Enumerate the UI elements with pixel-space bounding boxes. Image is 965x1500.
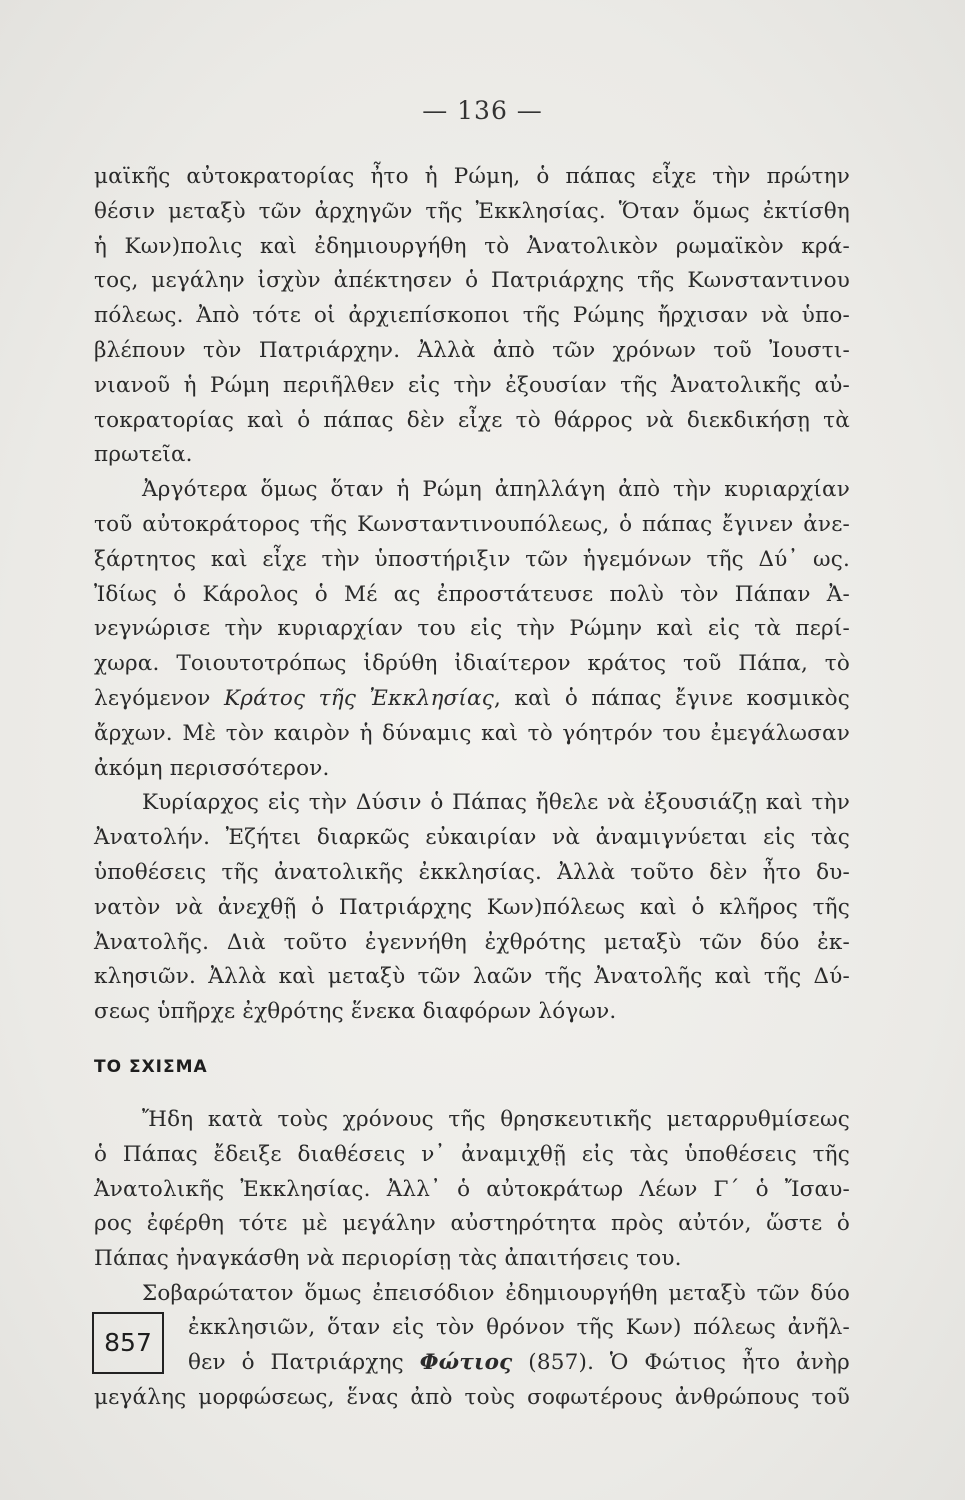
text-line: ἐκκλησιῶν, ὅταν εἰς τὸν θρόνον τῆς Κων) πόλεως ἀνῆλ- (188, 1315, 850, 1340)
text-line: τοκρατορίας καὶ ὁ πάπας δὲν εἶχε τὸ θάρρος νὰ διεκδικήσῃ τὰ (94, 407, 850, 433)
text-line: Ἀνατολικῆς Ἐκκλησίας. Ἀλλ᾽ ὁ αὐτοκράτωρ Λέων Γ´ ὁ Ἴσαυ- (94, 1176, 850, 1202)
text-line: Ἤδη κατὰ τοὺς χρόνους τῆς θρησκευτικῆς μεταρρυθμίσεως (142, 1107, 850, 1132)
text-line: ἡ Κων)πολις καὶ ἐδημιουργήθη τὸ Ἀνατολικὸν ρωμαϊκὸν κρά- (94, 233, 850, 259)
text-line: ρος ἐφέρθη τότε μὲ μεγάλην αὐστηρότητα πρὸς αὐτόν, ὥστε ὁ (94, 1211, 850, 1237)
text-line: τοῦ αὐτοκράτορος τῆς Κωνσταντινουπόλεως, ὁ πάπας ἔγινεν ἀνε- (94, 511, 850, 537)
text-fragment: (857). Ὁ Φώτιος ἦτο ἀνὴρ (528, 1349, 850, 1375)
text-line: νατὸν νὰ ἀνεχθῇ ὁ Πατριάρχης Κων)πόλεως καὶ ὁ κλῆρος τῆς (94, 894, 850, 920)
text-line: νεγνώρισε τὴν κυριαρχίαν του εἰς τὴν Ρώμην καὶ εἰς τὰ περί- (94, 616, 850, 642)
text-line: τος, μεγάλην ἰσχὺν ἀπέκτησεν ὁ Πατριάρχης τῆς Κωνσταντινου (94, 268, 850, 294)
text-line: σεως ὑπῆρχε ἐχθρότης ἕνεκα διαφόρων λόγων. (94, 999, 617, 1025)
text-line: Ἀνατολῆς. Διὰ τοῦτο ἐγεννήθη ἐχθρότης μεταξὺ τῶν δύο ἐκ- (94, 929, 850, 955)
text-line: ἄρχων. Μὲ τὸν καιρὸν ἡ δύναμις καὶ τὸ γόητρόν του ἐμεγάλωσαν (94, 720, 850, 746)
photios-name: Φώτιος (419, 1349, 513, 1375)
text-line: θέσιν μεταξὺ τῶν ἀρχηγῶν τῆς Ἐκκλησίας. Ὅταν ὅμως ἐκτίσθη (94, 198, 850, 224)
text-fragment: θεν ὁ Πατριάρχης (188, 1349, 404, 1375)
text-line: ἀκόμη περισσότερον. (94, 755, 330, 781)
margin-date-box: 857 (92, 1312, 164, 1374)
text-line: κλησιῶν. Ἀλλὰ καὶ μεταξὺ τῶν λαῶν τῆς Ἀνατολῆς καὶ τῆς Δύ- (94, 964, 850, 990)
text-line: Ἀργότερα ὅμως ὅταν ἡ Ρώμη ἀπηλλάγη ἀπὸ τὴν κυριαρχίαν (142, 477, 850, 503)
text-line: ξάρτητος καὶ εἶχε τὴν ὑποστήριξιν τῶν ἡγεμόνων τῆς Δύ᾽ ως. (94, 546, 850, 572)
text-line: πόλεως. Ἀπὸ τότε οἱ ἀρχιεπίσκοποι τῆς Ρώμης ἤρχισαν νὰ ὑπο- (94, 303, 850, 329)
text-line: Πάπας ἠναγκάσθη νὰ περιορίσῃ τὰς ἀπαιτήσεις του. (94, 1246, 682, 1272)
boxed-paragraph (188, 1311, 850, 1381)
text-fragment: λεγόμενον (94, 685, 211, 711)
section-heading: ΤΟ ΣΧΙΣΜΑ (94, 1057, 208, 1077)
text-line: Κυρίαρχος εἰς τὴν Δύσιν ὁ Πάπας ἤθελε νὰ ἐξουσιάζῃ καὶ τὴν (142, 790, 850, 816)
text-line: νιανοῦ ἡ Ρώμη περιῆλθεν εἰς τὴν ἐξουσίαν τῆς Ἀνατολικῆς αὐ- (94, 372, 850, 398)
text-line: μαϊκῆς αὐτοκρατορίας ἦτο ἡ Ρώμη, ὁ πάπας εἶχε τὴν πρώτην (94, 164, 850, 189)
text-line: Ἀνατολήν. Ἐζήτει διαρκῶς εὐκαιρίαν νὰ ἀναμιγνύεται εἰς τὰς (94, 825, 850, 851)
text-line: πρωτεῖα. (94, 442, 193, 468)
text-line: βλέπουν τὸν Πατριάρχην. Ἀλλὰ ἀπὸ τῶν χρόνων τοῦ Ἰουστι- (94, 337, 850, 363)
section-one-text (94, 160, 850, 1030)
text-line: μεγάλης μορφώσεως, ἕνας ἀπὸ τοὺς σοφωτέρους ἀνθρώπους τοῦ (94, 1385, 850, 1410)
state-of-church-title: Κράτος τῆς Ἐκκλησίας (223, 685, 494, 711)
section-two-text (94, 1103, 850, 1312)
final-text-line (94, 1381, 850, 1416)
page-number: — 136 — (422, 96, 543, 125)
text-line: ὑποθέσεις τῆς ἀνατολικῆς ἐκκλησίας. Ἀλλὰ τοῦτο δὲν ἦτο δυ- (94, 859, 850, 885)
text-line: Σοβαρώτατον ὅμως ἐπεισόδιον ἐδημιουργήθη μεταξὺ τῶν δύο (142, 1280, 850, 1306)
text-line: Ἰδίως ὁ Κάρολος ὁ Μέ ας ἐπροστάτευσε πολὺ τὸν Πάπαν Ἀ- (94, 581, 850, 607)
text-line: ὁ Πάπας ἔδειξε διαθέσεις ν᾽ ἀναμιχθῇ εἰς τὰς ὑποθέσεις τῆς (94, 1141, 850, 1167)
text-line-with-name (188, 1346, 850, 1381)
text-fragment: , καὶ ὁ πάπας ἔγινε κοσμικὸς (494, 685, 851, 711)
text-line: χωρα. Τοιουτοτρόπως ἱδρύθη ἰδιαίτερον κράτος τοῦ Πάπα, τὸ (94, 651, 850, 677)
text-line-with-title (94, 682, 850, 717)
